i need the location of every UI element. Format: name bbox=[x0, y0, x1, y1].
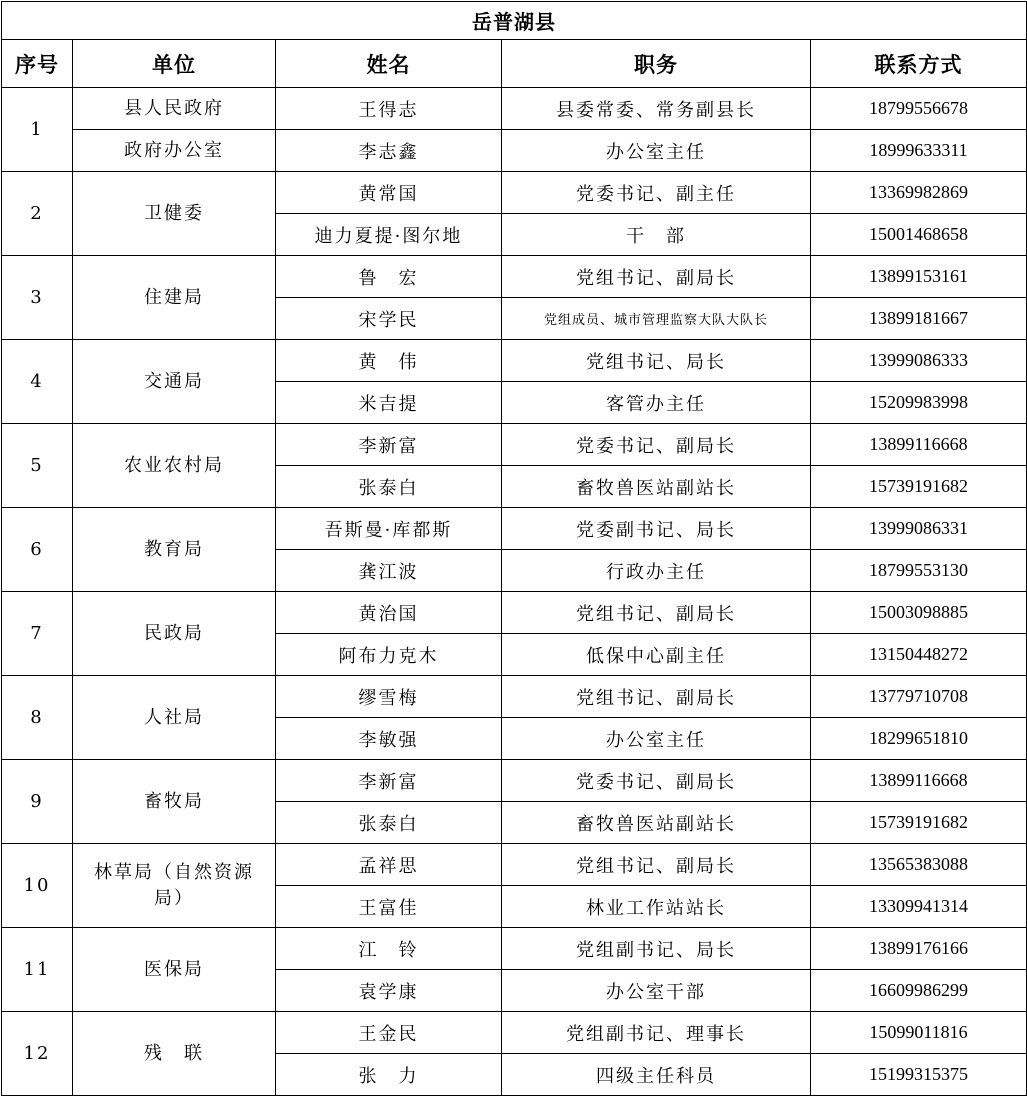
row-phone: 13899116668 bbox=[811, 424, 1027, 466]
row-unit: 人社局 bbox=[73, 676, 276, 760]
row-name: 阿布力克木 bbox=[276, 634, 502, 676]
row-phone: 16609986299 bbox=[811, 970, 1027, 1012]
row-name: 李新富 bbox=[276, 424, 502, 466]
row-phone: 15003098885 bbox=[811, 592, 1027, 634]
row-phone: 13899153161 bbox=[811, 256, 1027, 298]
row-name: 王富佳 bbox=[276, 886, 502, 928]
row-phone: 18999633311 bbox=[811, 130, 1027, 172]
row-name: 鲁 宏 bbox=[276, 256, 502, 298]
row-name: 王得志 bbox=[276, 88, 502, 130]
row-name: 黄治国 bbox=[276, 592, 502, 634]
table-row bbox=[2, 844, 1027, 886]
row-unit: 卫健委 bbox=[73, 172, 276, 256]
row-position: 办公室主任 bbox=[502, 718, 811, 760]
row-name: 张 力 bbox=[276, 1054, 502, 1096]
table-row bbox=[2, 130, 1027, 172]
row-index: 7 bbox=[2, 592, 73, 676]
row-position: 党组书记、局长 bbox=[502, 340, 811, 382]
row-name: 黄 伟 bbox=[276, 340, 502, 382]
row-position: 办公室干部 bbox=[502, 970, 811, 1012]
row-unit: 林草局（自然资源局） bbox=[73, 844, 276, 928]
row-index: 6 bbox=[2, 508, 73, 592]
row-phone: 13999086333 bbox=[811, 340, 1027, 382]
title-row bbox=[2, 2, 1027, 40]
row-name: 张泰白 bbox=[276, 802, 502, 844]
row-phone: 15001468658 bbox=[811, 214, 1027, 256]
header-index: 序号 bbox=[2, 40, 73, 88]
table-row bbox=[2, 508, 1027, 550]
row-position: 党组副书记、理事长 bbox=[502, 1012, 811, 1054]
row-name: 吾斯曼·库都斯 bbox=[276, 508, 502, 550]
row-index: 4 bbox=[2, 340, 73, 424]
row-phone: 13565383088 bbox=[811, 844, 1027, 886]
table-row bbox=[2, 676, 1027, 718]
table-row bbox=[2, 592, 1027, 634]
row-position: 党委书记、副局长 bbox=[502, 760, 811, 802]
row-position: 林业工作站站长 bbox=[502, 886, 811, 928]
row-phone: 15739191682 bbox=[811, 802, 1027, 844]
row-phone: 13999086331 bbox=[811, 508, 1027, 550]
row-index: 10 bbox=[2, 844, 73, 928]
row-index: 3 bbox=[2, 256, 73, 340]
row-position: 党组书记、副局长 bbox=[502, 592, 811, 634]
row-phone: 18799556678 bbox=[811, 88, 1027, 130]
row-name: 袁学康 bbox=[276, 970, 502, 1012]
header-unit: 单位 bbox=[73, 40, 276, 88]
table-row bbox=[2, 424, 1027, 466]
row-name: 孟祥思 bbox=[276, 844, 502, 886]
row-position: 党委书记、副局长 bbox=[502, 424, 811, 466]
row-position: 畜牧兽医站副站长 bbox=[502, 466, 811, 508]
row-unit: 住建局 bbox=[73, 256, 276, 340]
row-phone: 18299651810 bbox=[811, 718, 1027, 760]
header-position: 职务 bbox=[502, 40, 811, 88]
row-unit: 交通局 bbox=[73, 340, 276, 424]
row-position: 党委书记、副主任 bbox=[502, 172, 811, 214]
row-position: 低保中心副主任 bbox=[502, 634, 811, 676]
row-name: 李新富 bbox=[276, 760, 502, 802]
table-row bbox=[2, 340, 1027, 382]
table-row bbox=[2, 256, 1027, 298]
row-position: 党组书记、副局长 bbox=[502, 844, 811, 886]
row-phone: 13309941314 bbox=[811, 886, 1027, 928]
row-index: 11 bbox=[2, 928, 73, 1012]
table-row bbox=[2, 172, 1027, 214]
row-position: 客管办主任 bbox=[502, 382, 811, 424]
row-position: 四级主任科员 bbox=[502, 1054, 811, 1096]
table-row bbox=[2, 760, 1027, 802]
row-position: 行政办主任 bbox=[502, 550, 811, 592]
row-position: 县委常委、常务副县长 bbox=[502, 88, 811, 130]
row-index: 2 bbox=[2, 172, 73, 256]
header-row bbox=[2, 40, 1027, 88]
row-phone: 18799553130 bbox=[811, 550, 1027, 592]
row-index: 8 bbox=[2, 676, 73, 760]
row-name: 宋学民 bbox=[276, 298, 502, 340]
row-position: 党组书记、副局长 bbox=[502, 676, 811, 718]
row-phone: 15199315375 bbox=[811, 1054, 1027, 1096]
row-unit: 畜牧局 bbox=[73, 760, 276, 844]
row-name: 米吉提 bbox=[276, 382, 502, 424]
row-position: 党组书记、副局长 bbox=[502, 256, 811, 298]
table-row bbox=[2, 1012, 1027, 1054]
row-name: 张泰白 bbox=[276, 466, 502, 508]
row-index: 1 bbox=[2, 88, 73, 172]
row-phone: 13150448272 bbox=[811, 634, 1027, 676]
row-unit: 农业农村局 bbox=[73, 424, 276, 508]
row-unit: 民政局 bbox=[73, 592, 276, 676]
row-name: 李敏强 bbox=[276, 718, 502, 760]
row-phone: 15209983998 bbox=[811, 382, 1027, 424]
row-position: 畜牧兽医站副站长 bbox=[502, 802, 811, 844]
row-name: 王金民 bbox=[276, 1012, 502, 1054]
row-index: 5 bbox=[2, 424, 73, 508]
row-phone: 13899176166 bbox=[811, 928, 1027, 970]
row-phone: 13779710708 bbox=[811, 676, 1027, 718]
row-unit: 教育局 bbox=[73, 508, 276, 592]
row-phone: 13899181667 bbox=[811, 298, 1027, 340]
row-unit: 政府办公室 bbox=[73, 130, 276, 172]
row-name: 龚江波 bbox=[276, 550, 502, 592]
row-phone: 15739191682 bbox=[811, 466, 1027, 508]
row-unit: 残 联 bbox=[73, 1012, 276, 1096]
row-name: 江 铃 bbox=[276, 928, 502, 970]
row-position: 办公室主任 bbox=[502, 130, 811, 172]
row-unit: 县人民政府 bbox=[73, 88, 276, 130]
row-position: 党委副书记、局长 bbox=[502, 508, 811, 550]
row-phone: 15099011816 bbox=[811, 1012, 1027, 1054]
row-index: 9 bbox=[2, 760, 73, 844]
header-name: 姓名 bbox=[276, 40, 502, 88]
table-title: 岳普湖县 bbox=[2, 2, 1027, 40]
contact-table bbox=[1, 1, 1027, 1096]
table-row bbox=[2, 88, 1027, 130]
row-unit: 医保局 bbox=[73, 928, 276, 1012]
row-position: 干 部 bbox=[502, 214, 811, 256]
row-name: 李志鑫 bbox=[276, 130, 502, 172]
row-position: 党组成员、城市管理监察大队大队长 bbox=[502, 298, 811, 340]
row-phone: 13369982869 bbox=[811, 172, 1027, 214]
row-phone: 13899116668 bbox=[811, 760, 1027, 802]
table-row bbox=[2, 928, 1027, 970]
header-contact: 联系方式 bbox=[811, 40, 1027, 88]
row-name: 迪力夏提·图尔地 bbox=[276, 214, 502, 256]
row-name: 缪雪梅 bbox=[276, 676, 502, 718]
row-name: 黄常国 bbox=[276, 172, 502, 214]
row-position: 党组副书记、局长 bbox=[502, 928, 811, 970]
row-index: 12 bbox=[2, 1012, 73, 1096]
